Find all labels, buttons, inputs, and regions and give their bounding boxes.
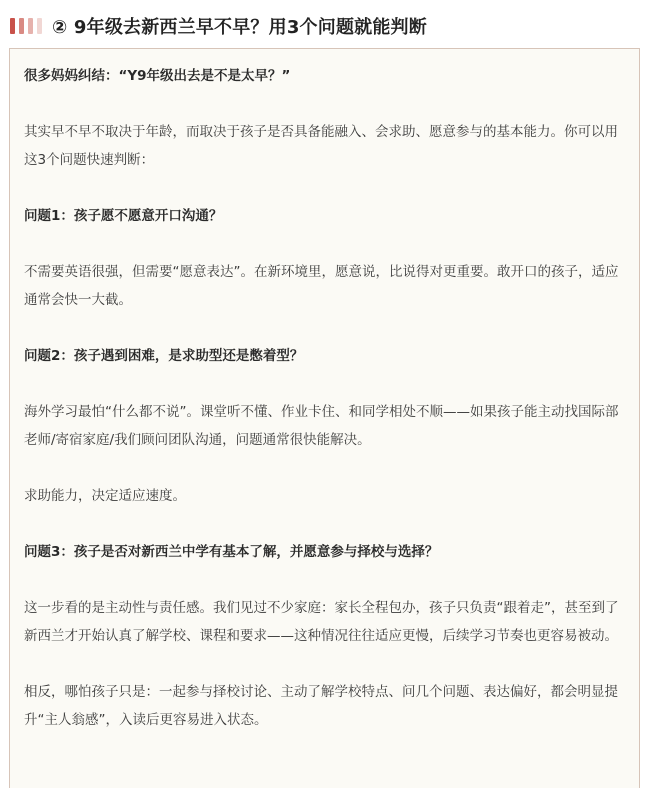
article-card (9, 48, 640, 788)
question-3-text-2: 相反，哪怕孩子只是：一起参与择校讨论、主动了解学校特点、问几个问题、表达偏好，都会明显提升“主人翁感”，入读后更容易进入状态。 (24, 684, 618, 728)
section-header (10, 12, 427, 40)
question-1-text: 不需要英语很强，但需要“愿意表达”。在新环境里，愿意说，比说得对更重要。敢开口的孩子，适应通常会快一大截。 (24, 264, 619, 308)
intro-text: 其实早不早不取决于年龄，而取决于孩子是否具备能融入、会求助、愿意参与的基本能力。你可以用这3个问题快速判断： (24, 124, 618, 168)
accent-bar (19, 18, 24, 34)
article-content (24, 62, 624, 734)
intro-quote: 很多妈妈纠结：“Y9年级出去是不是太早？” (24, 68, 291, 84)
accent-bar (37, 18, 42, 34)
question-3-title: 问题3：孩子是否对新西兰中学有基本了解，并愿意参与择校与选择？ (24, 544, 439, 560)
question-1-title: 问题1：孩子愿不愿意开口沟通？ (24, 208, 223, 224)
accent-bar (28, 18, 33, 34)
question-3-text: 这一步看的是主动性与责任感。我们见过不少家庭：家长全程包办，孩子只负责“跟着走”，甚至到了新西兰才开始认真了解学校、课程和要求——这种情况往往适应更慢，后续学习节奏也更容易被动。 (24, 600, 619, 644)
question-2-text: 海外学习最怕“什么都不说”。课堂听不懂、作业卡住、和同学相处不顺——如果孩子能主动找国际部老师/寄宿家庭/我们顾问团队沟通，问题通常很快能解决。 (24, 404, 619, 448)
accent-bars-icon (10, 18, 42, 34)
section-title: ② 9年级去新西兰早不早？用3个问题就能判断 (52, 17, 427, 38)
question-2-note: 求助能力，决定适应速度。 (24, 488, 186, 504)
question-2-title: 问题2：孩子遇到困难，是求助型还是憋着型？ (24, 348, 304, 364)
accent-bar (10, 18, 15, 34)
